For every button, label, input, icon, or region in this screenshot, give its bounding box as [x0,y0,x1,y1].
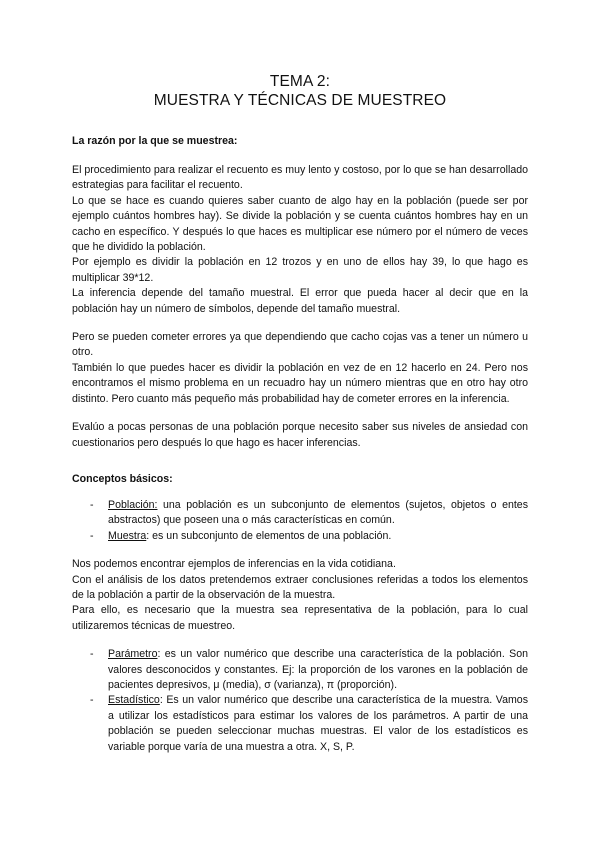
dash-bullet: - [90,648,94,661]
paragraph: Por ejemplo es dividir la población en 12 trozos y en uno de ellos hay 39, lo que hago es multiplicar 39*12. [72,256,528,284]
term-poblacion: Población: [108,498,158,511]
definition-text: una población es un subconjunto de elementos (sujetos, objetos o entes abstractos) que poseen una o más características en común. [108,498,528,527]
section2-block [72,557,528,634]
paragraph: El procedimiento para realizar el recuento es muy lento y costoso, por lo que se han desarrollado estrategias para facilitar el recuento. [72,164,528,192]
paragraph: Para ello, es necesario que la muestra sea representativa de la población, para lo cual utilizaremos técnicas de muestreo. [72,604,528,632]
definition-list-2 [72,647,528,755]
term-estadistico: Estadístico [108,694,160,707]
dash-bullet: - [90,694,94,707]
paragraph: Nos podemos encontrar ejemplos de inferencias en la vida cotidiana. [72,558,396,571]
list-item [72,498,528,529]
list-item [72,647,528,693]
list-item [72,529,528,544]
title-line-2: MUESTRA Y TÉCNICAS DE MUESTREO [153,92,447,109]
paragraph: Lo que se hace es cuando quieres saber cuanto de algo hay en la población (puede ser por ejemplo cuántos hombres hay). Se divide la población y se cuenta cuántos hombres hay en un cacho en específico. Y después lo que haces es multiplicar ese número por el número de veces que he dividido la población. [72,194,528,254]
definition-text: : es un valor numérico que describe una característica de la población. Son valores desconocidos y constantes. Ej: la proporción de los varones en la población de pacientes depresivos, μ (media), σ (varianza), π (proporción). [108,648,528,691]
paragraph: La inferencia depende del tamaño muestral. El error que pueda hacer al decir que en la población hay un número de símbolos, depende del tamaño muestral. [72,287,528,315]
section-heading-conceptos: Conceptos básicos: [72,472,173,485]
section1-block-2 [72,330,528,407]
paragraph: Pero se pueden cometer errores ya que dependiendo que cacho cojas vas a tener un número u otro. [72,331,528,359]
section1-block-1 [72,163,528,317]
title-line-1: TEMA 2: [269,73,331,90]
list-item [72,693,528,755]
definition-text: : es un subconjunto de elementos de una población. [146,529,392,542]
paragraph: También lo que puedes hacer es dividir la población en vez de en 12 hacerlo en 24. Pero nos encontramos el mismo problema en un recuadro hay un número mientras que en otro hay otro distinto. Pero cuanto más pequeño más probabilidad hay de cometer errores en la inferencia. [72,361,528,405]
paragraph: Con el análisis de los datos pretendemos extraer conclusiones referidas a todos los elementos de la población a partir de la observación de la muestra. [72,573,528,601]
dash-bullet: - [90,498,94,511]
definition-text: : Es un valor numérico que describe una característica de la muestra. Vamos a utilizar los estadísticos para estimar los valores de los parámetros. A partir de una población se pueden seleccionar muchas muestras. El valor de los estadísticos es variable porque varía de una muestra a otra. X, S, P. [108,694,528,753]
dash-bullet: - [90,529,94,542]
term-muestra: Muestra [108,529,147,542]
document-title [72,72,528,110]
definition-list-1 [72,498,528,544]
section-heading-razon: La razón por la que se muestrea: [72,135,238,147]
section1-block-3 [72,420,528,451]
term-parametro: Parámetro [108,648,158,661]
paragraph: Evalúo a pocas personas de una población porque necesito saber sus niveles de ansiedad con cuestionarios pero después lo que hago es hacer inferencias. [72,421,528,449]
